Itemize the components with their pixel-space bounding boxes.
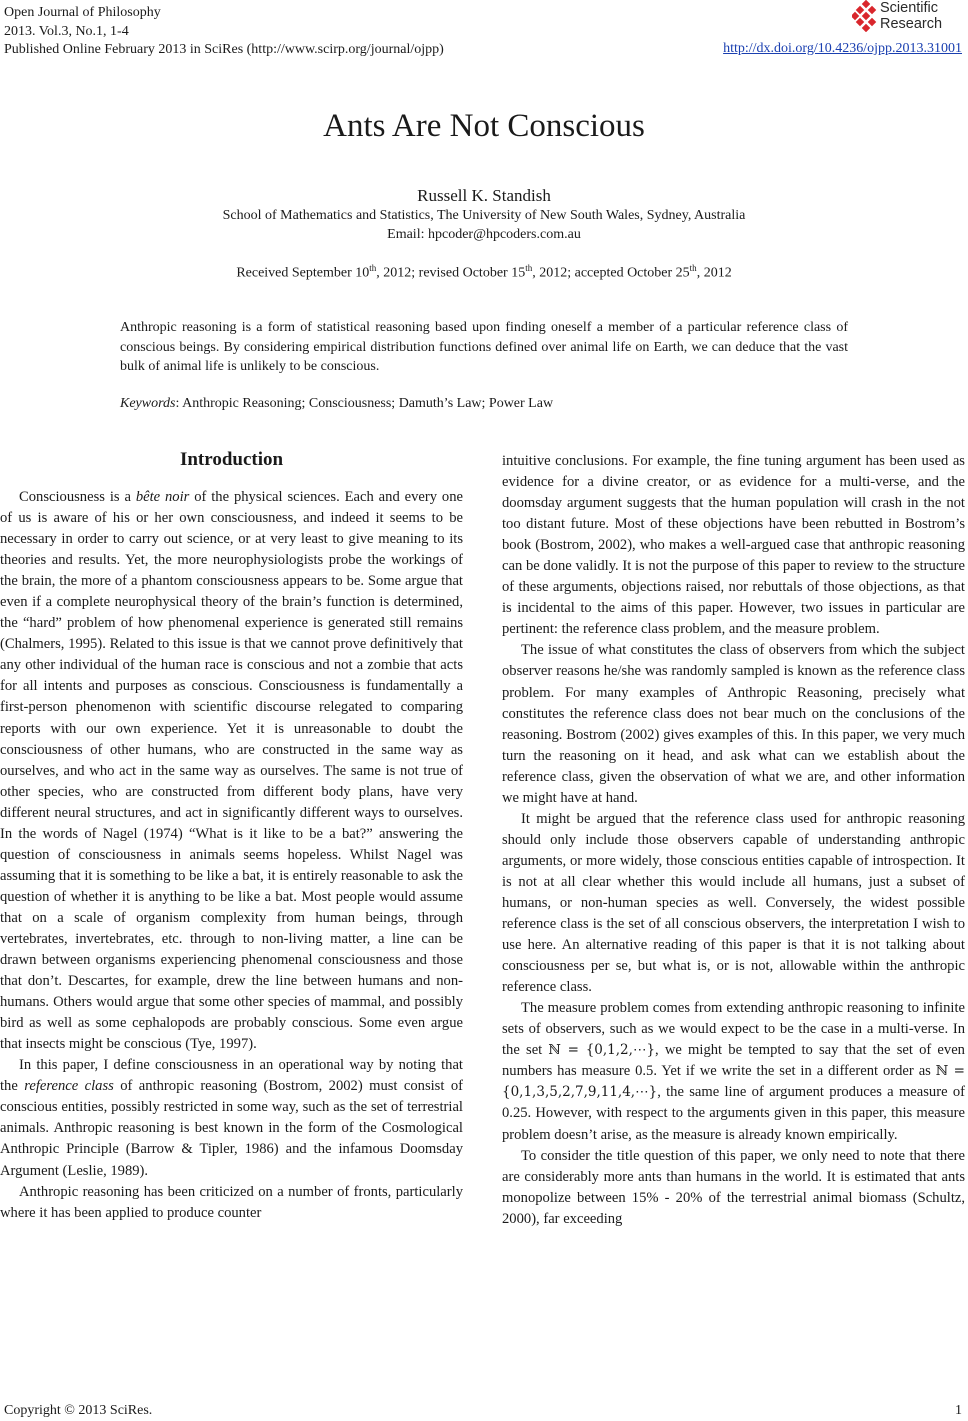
left-column [0,449,463,1224]
paragraph-2: In this paper, I define consciousness in an operational way by noting that the reference class of anthropic reasoning (Bostrom, 2002) must consist of conscious entities, possibly restricted in some way, such as the set of terrestrial animals. Anthropic reasoning is best known in the form of the Cosmological Anthropic Principle (Barrow & Tipler, 1986) and the infamous Doomsday Argument (Leslie, 1989). [0,1057,463,1179]
paragraph-1: Consciousness is a bête noir of the physical sciences. Each and every one of us is aware of his or her own consciousness, and indeed it seems to be necessary in order to carry out science, or at very least to give meaning to its theories and results. Yet, the more neurophysiologists probe the workings of the brain, the more of a phantom consciousness appears to be. Some argue that even if a complete neurophysical theory of the brain’s function is determined, the “hard” problem of how phenomenal experience is generated still remains (Chalmers, 1995). Related to this issue is that we cannot prove definitively that any other individual of the human race is conscious and not a zombie that acts for all intents and purposes as conscious. Consciousness is fundamentally a first-person phenomenon with scientific discourse relegated to comparing reports with our own experience. Yet it is unreasonable to doubt the consciousness of other humans, who are constructed in the same way as ourselves, and who act in the same way as ourselves. The same is not true of other species, who are constructed from different body plans, have very different neural structures, and act in significantly different ways to ourselves. In the words of Nagel (1974) “What is it like to be a bat?” answering the question of consciousness in animals seems hopeless. Whilst Nagel was assuming that it is something to be like a bat, it is entirely reasonable to ask the question of whether it is anything to be like a bat. Most people would assume that on a scale of organism complexity from human beings, through vertebrates, invertebrates, etc. through to non-living matter, a line can be drawn between organisms experiencing phenomenal consciousness and those that don’t. Descartes, for example, drew the line between humans and non-humans. Others would argue that some other species of mammal, and possibly bird as well as some cephalopods are probably conscious. Some even argue that insects might be conscious (Tye, 1997). [0,489,463,1053]
journal-volume: 2013. Vol.3, No.1, 1-4 [4,23,129,39]
paragraph-3: Anthropic reasoning has been criticized on a number of fronts, particularly where it has been applied to produce counter [0,1183,463,1221]
publication-note: Published Online February 2013 in SciRes (http://www.scirp.org/journal/ojpp) [4,42,444,57]
keywords-label: Keywords [120,396,176,411]
paragraph-r4: The measure problem comes from extending anthropic reasoning to infinite sets of observers, such as we would expect to be the case in a multi-verse. In the set ℕ = {0,1,2,⋯}, we might be tempted to say that the set of even numbers has measure 0.5. Yet if we write the set in a different order as ℕ = {0,1,3,5,2,7,9,11,4,⋯}, the same line of argument produces a measure of 0.25. However, with respect to the arguments given in this paper, this measure problem doesn’t arise, as the measure is already known empirically. [502,1000,965,1143]
scientific-research-logo [852,0,962,34]
paragraph-r5: To consider the title question of this paper, we only need to note that there are considerably more ants than humans in the world. It is estimated that ants monopolize between 15% - 20% of the terrestrial animal biomass (Schultz, 2000), far exceeding [502,1147,965,1227]
abstract: Anthropic reasoning is a form of statistical reasoning based upon finding oneself a member of a particular reference class of conscious beings. By considering empirical distribution functions defined over animal life on Earth, we can deduce that the vast bulk of animal life is unlikely to be conscious. [120,320,848,374]
paragraph-r1: intuitive conclusions. For example, the fine tuning argument has been used as evidence for a divine creator, or as evidence for a multi-verse, and the doomsday argument suggests that the human population will crash in the not too distant future. Most of these objections have been rebutted in Bostrom’s book (Bostrom, 2002), who makes a well-argued case that anthropic reasoning can be done validly. It is not the purpose of this paper to review to the structure of these arguments, objections raised, nor rebuttals of those objections, as that is incidental to the aims of this paper. However, two issues in particular are pertinent: the reference class problem, and the measure problem. [502,453,965,638]
section-heading-introduction: Introduction [179,449,284,470]
page-number: 1 [955,1403,962,1418]
journal-header [4,4,444,60]
footer-copyright: Copyright © 2013 SciRes. [4,1403,153,1418]
received-dates: Received September 10th, 2012; revised October 15th, 2012; accepted October 25th, 2012 [236,263,732,281]
math-set-1: ℕ = {0,1,2,⋯} [548,1042,656,1059]
paragraph-r3: It might be argued that the reference class used for anthropic reasoning should only include those observers capable of understanding anthropic arguments, or more widely, those conscious entities capable of introspection. It is not at all clear whether this would include all humans, just a subset of humans, or non-human species as well. Conversely, the widest possible reference class is the set of all conscious observers, the interpretation I wish to use here. An alternative reading of this paper is that it is not talking about consciousness per se, but what is, or is not, allowable within the anthropic reference class. [502,810,965,996]
logo-diamond-icon [852,0,880,32]
right-column [502,451,965,1230]
doi-link[interactable]: http://dx.doi.org/10.4236/ojpp.2013.31001 [723,41,962,56]
paragraph-r2: The issue of what constitutes the class of observers from which the subject observer reasons he/she was randomly sampled is known as the reference class problem. For many examples of Anthropic Reasoning, precisely what constitutes the reference class does not bear much on the conclusions of the reasoning. Bostrom (2002) gives examples of this. In this paper, we very much turn the reasoning on it head, and ask what can we establish about the reference class, given the observation of what we are, and other information we might have at hand. [502,642,965,806]
logo-line-1: Scientific [880,0,939,16]
math-set-2: ℕ = {0,1,3,5,2,7,9,11,4,⋯} [502,1063,965,1101]
paper-title: Ants Are Not Conscious [323,108,645,144]
author-affiliation: School of Mathematics and Statistics, The University of New South Wales, Sydney, Australia [222,208,746,223]
logo-text [880,0,942,32]
paper-author: Russell K. Standish [417,186,551,205]
author-email: Email: hpcoder@hpcoders.com.au [387,227,581,242]
keywords [120,396,553,412]
logo-line-2: Research [880,16,943,32]
journal-name: Open Journal of Philosophy [4,5,161,20]
keywords-list: : Anthropic Reasoning; Consciousness; Damuth’s Law; Power Law [175,396,554,411]
